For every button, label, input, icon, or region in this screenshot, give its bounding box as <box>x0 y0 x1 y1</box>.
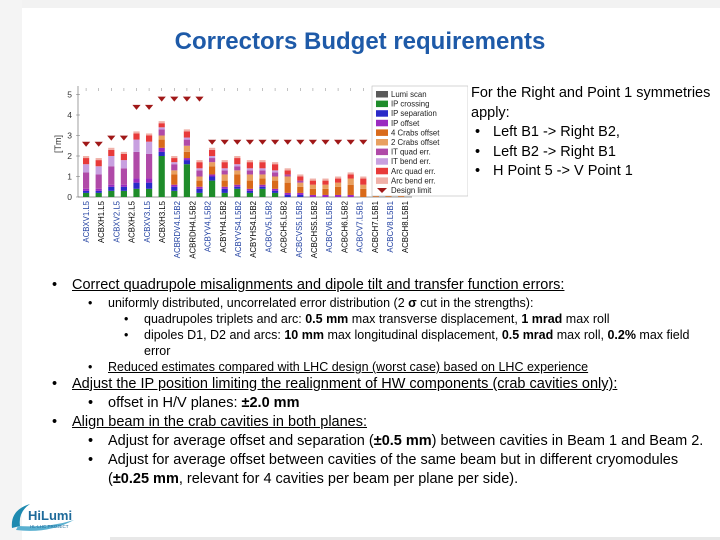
bar-segment <box>297 181 303 183</box>
bar-segment <box>234 189 240 197</box>
bullet-list <box>50 276 710 489</box>
bar-segment <box>83 164 89 172</box>
bar-segment <box>272 177 278 181</box>
y-axis-label: [Tm] <box>53 135 63 153</box>
design-limit-marker <box>132 105 140 110</box>
legend-label: 2 Crabs offset <box>391 138 440 147</box>
bar-segment <box>83 191 89 193</box>
x-tick-label: ACBCV7.L5B1 <box>355 201 365 253</box>
bar-segment <box>348 172 354 174</box>
bar-segment <box>83 172 89 188</box>
design-limit-marker <box>233 140 241 145</box>
bar-segment <box>196 189 202 193</box>
bar-segment <box>108 156 114 166</box>
bar-segment <box>159 129 165 135</box>
design-limit-marker <box>82 142 90 147</box>
notes-list <box>471 123 711 182</box>
design-limit-marker <box>107 136 115 141</box>
bar-segment <box>234 170 240 174</box>
x-tick-label: ACBCH5.L5B2 <box>279 201 289 254</box>
bar-segment <box>360 177 366 179</box>
bar-segment <box>196 187 202 189</box>
bar-segment <box>196 160 202 162</box>
bar-segment <box>247 170 253 174</box>
bar-segment <box>196 181 202 187</box>
bar-segment <box>159 136 165 140</box>
legend-swatch <box>376 129 388 136</box>
bar-segment <box>184 158 190 160</box>
bar-segment <box>209 174 215 176</box>
bar-segment <box>121 152 127 154</box>
design-limit-marker <box>347 140 355 145</box>
bar-segment <box>108 148 114 150</box>
bar-segment <box>96 193 102 197</box>
bar-segment <box>133 133 139 139</box>
notes-item: • Left B2 -> Right B1 <box>471 143 711 163</box>
design-limit-marker <box>183 97 191 102</box>
bar-segment <box>146 142 152 154</box>
bar-segment <box>310 185 316 189</box>
bar-segment <box>196 162 202 168</box>
bar-segment <box>259 189 265 197</box>
bar-segment <box>310 179 316 181</box>
x-tick-label: ACBXH2.L5 <box>127 201 137 244</box>
x-tick-label: ACBCV5.L5B2 <box>264 201 274 253</box>
design-limit-marker <box>271 140 279 145</box>
bar-segment <box>348 185 354 195</box>
bar-segment <box>146 154 152 179</box>
design-limit-marker <box>158 97 166 102</box>
bar-segment <box>259 179 265 185</box>
bar-segment <box>171 185 177 187</box>
bar-segment <box>222 162 228 168</box>
bar-segment <box>310 189 316 195</box>
bar-segment <box>159 127 165 129</box>
bar-segment <box>171 170 177 174</box>
bar-segment <box>272 162 278 164</box>
bar-segment <box>108 166 114 184</box>
bar-segment <box>196 193 202 197</box>
legend-label: 4 Crabs offset <box>391 128 440 138</box>
legend-label: IP offset <box>391 118 420 128</box>
x-tick-label: ACBXH3.L5 <box>158 201 167 244</box>
legend-label: Design limit <box>391 186 432 195</box>
bar-segment <box>184 164 190 197</box>
bar-segment <box>108 187 114 191</box>
y-tick-label: 0 <box>67 192 72 202</box>
bar-segment <box>146 179 152 183</box>
bar-segment <box>133 131 139 133</box>
y-tick-label: 4 <box>67 110 72 120</box>
bar-segment <box>272 189 278 191</box>
x-tick-label: ACBYHS4.L5B2 <box>249 201 259 258</box>
design-limit-marker <box>334 140 342 145</box>
design-limit-marker <box>208 140 216 145</box>
legend-swatch <box>376 110 388 117</box>
x-tick-label: ACBCVS5.L5B2 <box>294 200 304 258</box>
bar-segment <box>159 121 165 123</box>
bar-segment <box>96 158 102 160</box>
bar-segment <box>196 170 202 176</box>
bar-segment <box>96 189 102 191</box>
bar-segment <box>209 158 215 162</box>
top-band <box>0 0 720 8</box>
bar-segment <box>222 189 228 193</box>
design-limit-marker <box>120 136 128 141</box>
bar-segment <box>272 193 278 197</box>
design-limit-marker <box>321 140 329 145</box>
bar-segment <box>159 140 165 148</box>
bar-segment <box>96 191 102 193</box>
design-limit-marker <box>359 140 367 145</box>
design-limit-marker <box>170 97 178 102</box>
legend-swatch <box>376 91 388 98</box>
bar-segment <box>285 177 291 183</box>
legend-label: IT bend err. <box>391 157 431 167</box>
notes-intro: For the Right and Point 1 symmetries apply: <box>471 85 711 121</box>
bar-segment <box>83 193 89 197</box>
bar-segment <box>285 183 291 193</box>
bar-segment <box>259 162 265 168</box>
bar-segment <box>171 158 177 162</box>
legend-swatch <box>376 158 388 165</box>
x-tick-label: ACBCH7.L5B1 <box>370 201 380 254</box>
bar-segment <box>348 195 354 197</box>
bar-segment <box>234 164 240 166</box>
bar-segment <box>96 160 102 166</box>
x-tick-label: ACBCV8.L5B1 <box>386 201 395 253</box>
y-tick-label: 2 <box>67 151 72 161</box>
bar-segment <box>133 152 139 179</box>
x-tick-label: ACBCH8.L5B1 <box>401 201 411 254</box>
bar-segment <box>234 158 240 164</box>
bar-segment <box>121 154 127 160</box>
bar-segment <box>209 162 215 166</box>
legend-swatch <box>376 139 388 146</box>
bar-segment <box>234 174 240 184</box>
bar-segment <box>348 179 354 185</box>
bar-segment <box>209 181 215 197</box>
bar-segment <box>272 170 278 172</box>
bar-segment <box>234 187 240 189</box>
bar-segment <box>184 131 190 137</box>
bar-segment <box>196 168 202 170</box>
bar-segment <box>272 191 278 193</box>
bar-segment <box>310 181 316 185</box>
y-tick-label: 1 <box>67 171 72 182</box>
bar-segment <box>171 191 177 197</box>
y-tick-label: 3 <box>67 130 72 141</box>
bar-segment <box>184 129 190 131</box>
bar-segment <box>133 189 139 197</box>
bar-segment <box>121 191 127 197</box>
bar-segment <box>335 187 341 195</box>
x-tick-label: ACBYH4.L5B2 <box>218 201 228 253</box>
bar-segment <box>285 195 291 197</box>
bar-segment <box>322 179 328 181</box>
bar-segment <box>285 170 291 174</box>
sub-bullet-reduced-estimates: • Reduced estimates compared with LHC design (worst case) based on LHC experience <box>50 359 710 375</box>
x-tick-label: ACBXH1.L5 <box>97 201 107 244</box>
bar-segment <box>209 150 215 156</box>
bar-segment <box>247 162 253 168</box>
bar-segment <box>184 146 190 152</box>
legend-swatch <box>376 168 388 175</box>
bar-segment <box>259 174 265 178</box>
symmetry-notes <box>471 84 711 182</box>
design-limit-marker <box>296 140 304 145</box>
bar-segment <box>360 179 366 185</box>
bar-segment <box>209 148 215 150</box>
bar-segment <box>171 156 177 158</box>
legend-label: IP crossing <box>391 99 430 109</box>
bar-segment <box>96 166 102 174</box>
bar-segment <box>297 195 303 197</box>
slide-title: Correctors Budget requirements <box>174 28 546 55</box>
bar-segment <box>121 168 127 184</box>
legend-label: Arc quad err. <box>391 166 436 176</box>
x-tick-label: ACBCH6.L5B2 <box>340 201 350 254</box>
bar-segment <box>272 181 278 189</box>
bar-segment <box>335 195 341 197</box>
design-limit-marker <box>95 142 103 147</box>
bar-segment <box>171 162 177 164</box>
bar-segment <box>247 160 253 162</box>
bar-segment <box>335 183 341 187</box>
bar-segment <box>310 195 316 197</box>
bar-segment <box>348 174 354 178</box>
bar-segment <box>108 185 114 187</box>
design-limit-marker <box>195 97 203 102</box>
bar-segment <box>247 189 253 191</box>
bar-segment <box>146 136 152 142</box>
bar-segment <box>234 185 240 187</box>
bar-segment <box>222 174 228 180</box>
bar-segment <box>285 174 291 176</box>
legend-label: Arc bend err. <box>391 176 436 186</box>
bar-segment <box>171 174 177 184</box>
bar-segment <box>146 183 152 189</box>
bar-segment <box>159 152 165 156</box>
bar-segment <box>297 187 303 193</box>
bar-segment <box>83 158 89 164</box>
x-tick-label: ACBCV6.L5B2 <box>325 201 335 253</box>
y-tick-label: 5 <box>67 89 72 100</box>
notes-item: • H Point 5 -> V Point 1 <box>471 162 711 182</box>
bar-segment <box>222 170 228 174</box>
bar-segment <box>272 172 278 176</box>
x-tick-label: ACBRDV4.L5B2 <box>173 201 183 259</box>
design-limit-marker <box>246 140 254 145</box>
bar-segment <box>209 177 215 181</box>
design-limit-marker <box>309 140 317 145</box>
bar-segment <box>285 168 291 170</box>
bar-segment <box>234 156 240 158</box>
bar-segment <box>247 174 253 180</box>
bar-segment <box>259 185 265 187</box>
legend-swatch <box>376 101 388 108</box>
bar-segment <box>159 156 165 197</box>
legend-label: Lumi scan <box>391 90 427 99</box>
bar-segment <box>297 183 303 187</box>
bar-segment <box>297 177 303 181</box>
bar-segment <box>272 164 278 170</box>
bar-segment <box>121 187 127 191</box>
bar-segment <box>335 177 341 179</box>
x-tick-label: ACBXV1.L5 <box>82 201 91 243</box>
legend-label: IT quad err. <box>391 147 431 157</box>
legend-swatch <box>376 120 388 127</box>
bar-segment <box>159 123 165 127</box>
bar-segment <box>259 187 265 189</box>
bar-segment <box>297 174 303 176</box>
sub-sub-bullet-dipoles: • dipoles D1, D2 and arcs: 10 mm max longitudinal displacement, 0.5 mrad max roll, 0.2% max field error <box>50 327 710 359</box>
bar-segment <box>133 140 139 152</box>
x-tick-label: ACBXV3.L5 <box>142 201 152 243</box>
bar-segment <box>222 168 228 170</box>
x-tick-label: ACBYV4.L5B2 <box>203 201 213 253</box>
bar-segment <box>196 177 202 181</box>
sub-bullet-distribution: • uniformly distributed, uncorrelated error distribution (2 σ cut in the strengths): <box>50 295 710 311</box>
bar-segment <box>222 160 228 162</box>
bar-segment <box>247 193 253 197</box>
design-limit-marker <box>145 105 153 110</box>
x-tick-label: ACBXV2.L5 <box>112 201 122 243</box>
bar-segment <box>159 148 165 152</box>
bar-segment <box>222 187 228 189</box>
design-limit-marker <box>258 140 266 145</box>
bar-segment <box>184 138 190 140</box>
bar-segment <box>133 179 139 183</box>
bar-segment <box>259 170 265 174</box>
hilumi-logo <box>8 498 80 534</box>
bar-segment <box>133 183 139 189</box>
logo-text: HiLumi <box>28 508 73 523</box>
bar-segment <box>335 179 341 183</box>
left-band <box>0 0 22 540</box>
sub-bullet-average-offset-separation: • Adjust for average offset and separation (±0.5 mm) between cavities in Beam 1 and Beam 2. <box>50 432 710 451</box>
bar-segment <box>171 164 177 170</box>
bar-segment <box>285 193 291 195</box>
bar-segment <box>360 185 366 189</box>
legend-label: IP separation <box>391 109 437 119</box>
bullet-correct-errors: • Correct quadrupole misalignments and dipole tilt and transfer function errors: <box>50 276 710 295</box>
bar-segment <box>146 133 152 135</box>
bar-segment <box>96 174 102 188</box>
bar-segment <box>83 156 89 158</box>
bullet-align-beam: • Align beam in the crab cavities in both planes: <box>50 413 710 432</box>
sub-bullet-cryomodules: • Adjust for average offset between cavities of the same beam but in different cryomodules (±0.25 mm, relevant for 4 cavities per beam per plane per side). <box>50 451 710 489</box>
bar-segment <box>360 189 366 197</box>
bar-segment <box>83 189 89 191</box>
bar-segment <box>184 140 190 146</box>
bar-segment <box>247 181 253 189</box>
bar-segment <box>297 193 303 195</box>
x-tick-label: ACBYVS4.L5B2 <box>234 201 243 258</box>
bar-segment <box>247 168 253 170</box>
bar-segment <box>322 181 328 185</box>
bar-segment <box>184 160 190 164</box>
bar-segment <box>108 150 114 156</box>
notes-item: • Left B1 -> Right B2, <box>471 123 711 143</box>
design-limit-marker <box>221 140 229 145</box>
bar-segment <box>234 166 240 170</box>
x-tick-label: ACBRDH4.L5B2 <box>188 201 198 259</box>
corrector-budget-chart <box>50 82 468 274</box>
bar-segment <box>121 160 127 168</box>
bar-segment <box>259 168 265 170</box>
bar-segment <box>146 189 152 197</box>
sub-bullet-offset: • offset in H/V planes: ±2.0 mm <box>50 394 710 413</box>
bar-segment <box>108 191 114 197</box>
logo-subtext: HL-LHC PROJECT <box>30 524 69 529</box>
bar-segment <box>209 166 215 174</box>
bar-segment <box>322 189 328 195</box>
bar-segment <box>222 193 228 197</box>
legend-swatch <box>376 149 388 156</box>
bullet-adjust-ip: • Adjust the IP position limiting the realignment of HW components (crab cavities only): <box>50 375 710 394</box>
legend-swatch <box>376 177 388 184</box>
bar-segment <box>222 181 228 187</box>
bar-segment <box>322 195 328 197</box>
bar-segment <box>184 152 190 158</box>
bar-segment <box>209 156 215 158</box>
bar-segment <box>322 185 328 189</box>
bar-segment <box>247 191 253 193</box>
bar-segment <box>259 160 265 162</box>
bar-segment <box>121 185 127 187</box>
sub-sub-bullet-quadrupoles: • quadrupoles triplets and arc: 0.5 mm max transverse displacement, 1 mrad max roll <box>50 311 710 327</box>
design-limit-marker <box>284 140 292 145</box>
x-tick-label: ACBCHS5.L5B2 <box>310 201 319 259</box>
bar-segment <box>171 187 177 191</box>
